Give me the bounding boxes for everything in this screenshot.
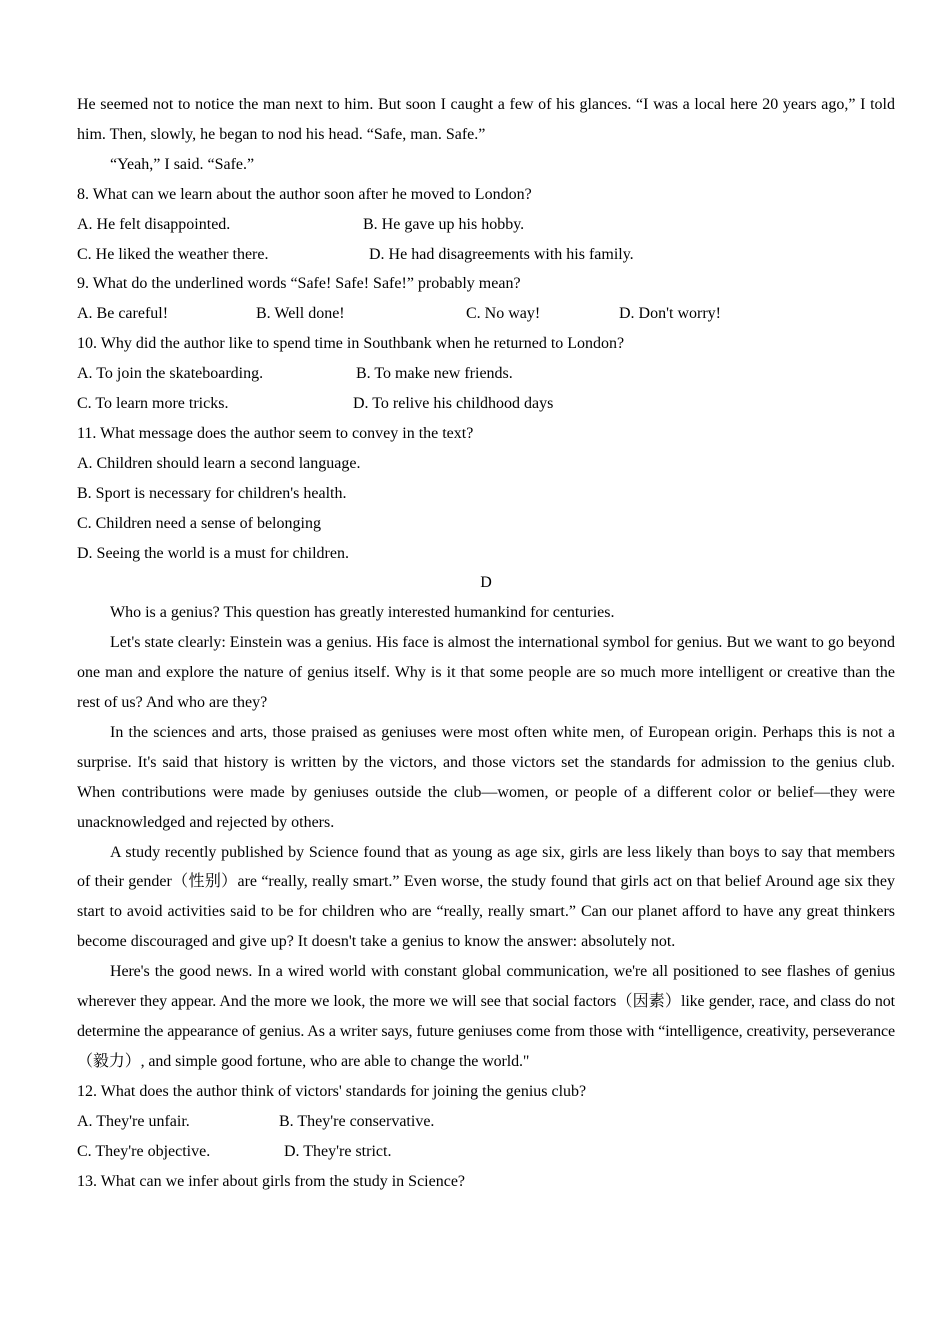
question-9-option-c: C. No way!	[466, 305, 541, 323]
passage-d-paragraph-2: Let's state clearly: Einstein was a genius. His face is almost the international symbol for genius. But we want to go beyond one man and explore the nature of genius itself. Why is it that some people are so much more intelligent or creative than the rest of us? And who are they?	[77, 634, 895, 712]
question-9-option-d: D. Don't worry!	[619, 305, 721, 323]
passage-d-paragraph-4: A study recently published by Science found that as young as age six, girls are less likely than boys to say that members of their gender（性别）are “really, really smart.” Even worse, the study found that girls act on that belief Around age six they start to avoid activities said to be for children who are “really, really smart.” Can our planet afford to have any great thinkers become discouraged and give up? It doesn't take a genius to know the answer: absolutely not.	[77, 843, 895, 951]
question-10: 10. Why did the author like to spend time in Southbank when he returned to London?	[77, 335, 625, 353]
question-10-option-b: B. To make new friends.	[356, 365, 513, 383]
question-8-options-row-1	[77, 210, 895, 240]
question-8: 8. What can we learn about the author soon after he moved to London?	[77, 185, 532, 203]
question-12-option-d: D. They're strict.	[284, 1142, 392, 1160]
question-10-options-row-1	[77, 359, 895, 389]
question-9-option-b: B. Well done!	[256, 305, 345, 323]
question-10-option-c: C. To learn more tricks.	[77, 395, 229, 412]
question-9-option-a: A. Be careful!	[77, 305, 169, 323]
question-11-option-a: A. Children should learn a second language.	[77, 454, 361, 472]
question-9: 9. What do the underlined words “Safe! Safe! Safe!” probably mean?	[77, 275, 521, 293]
document-body	[77, 90, 895, 1196]
passage-c-paragraph: “Yeah,” I said. “Safe.”	[110, 155, 255, 173]
question-11-option-d: D. Seeing the world is a must for children.	[77, 544, 349, 562]
question-12-option-a: A. They're unfair.	[77, 1112, 190, 1130]
passage-c-paragraph: He seemed not to notice the man next to him. But soon I caught a few of his glances. “I was a local here 20 years ago,” I told him. Then, slowly, he began to nod his head. “Safe, man. Safe.”	[77, 96, 895, 143]
passage-d-paragraph-3: In the sciences and arts, those praised as geniuses were most often white men, of European origin. Perhaps this is not a surprise. It's said that history is written by the victors, and those victors set the standards for admission to the genius club. When contributions were made by geniuses outside the club—women, or people of a different color or belief—they were unacknowledged and rejected by others.	[77, 723, 895, 831]
question-12: 12. What does the author think of victors' standards for joining the genius club?	[77, 1082, 587, 1100]
question-8-option-c: C. He liked the weather there.	[77, 245, 269, 263]
question-11: 11. What message does the author seem to convey in the text?	[77, 424, 474, 442]
question-11-option-c: C. Children need a sense of belonging	[77, 514, 321, 532]
question-8-options-row-2	[77, 240, 895, 270]
question-13: 13. What can we infer about girls from the study in Science?	[77, 1172, 466, 1190]
passage-d-heading: D	[480, 574, 492, 592]
passage-d-paragraph-1: Who is a genius? This question has greatly interested humankind for centuries.	[110, 604, 615, 622]
question-12-options-row-2	[77, 1137, 895, 1167]
question-11-option-b: B. Sport is necessary for children's health.	[77, 484, 347, 502]
question-10-options-row-2	[77, 389, 895, 419]
question-12-option-c: C. They're objective.	[77, 1142, 211, 1160]
question-10-option-a: A. To join the skateboarding.	[77, 365, 264, 383]
question-12-option-b: B. They're conservative.	[279, 1112, 435, 1130]
question-8-option-a: A. He felt disappointed.	[77, 215, 231, 233]
question-10-option-d: D. To relive his childhood days	[353, 395, 554, 412]
question-8-option-d: D. He had disagreements with his family.	[369, 245, 634, 263]
question-9-options-row	[77, 299, 895, 329]
question-12-options-row-1	[77, 1107, 895, 1137]
question-8-option-b: B. He gave up his hobby.	[363, 215, 525, 233]
passage-d-paragraph-5: Here's the good news. In a wired world with constant global communication, we're all positioned to see flashes of genius wherever they appear. And the more we look, the more we will see that social factors（因素）like gender, race, and class do not determine the appearance of genius. As a writer says, future geniuses come from those with “intelligence, creativity, perseverance（毅力）, and simple good fortune, who are able to change the world."	[77, 963, 895, 1070]
